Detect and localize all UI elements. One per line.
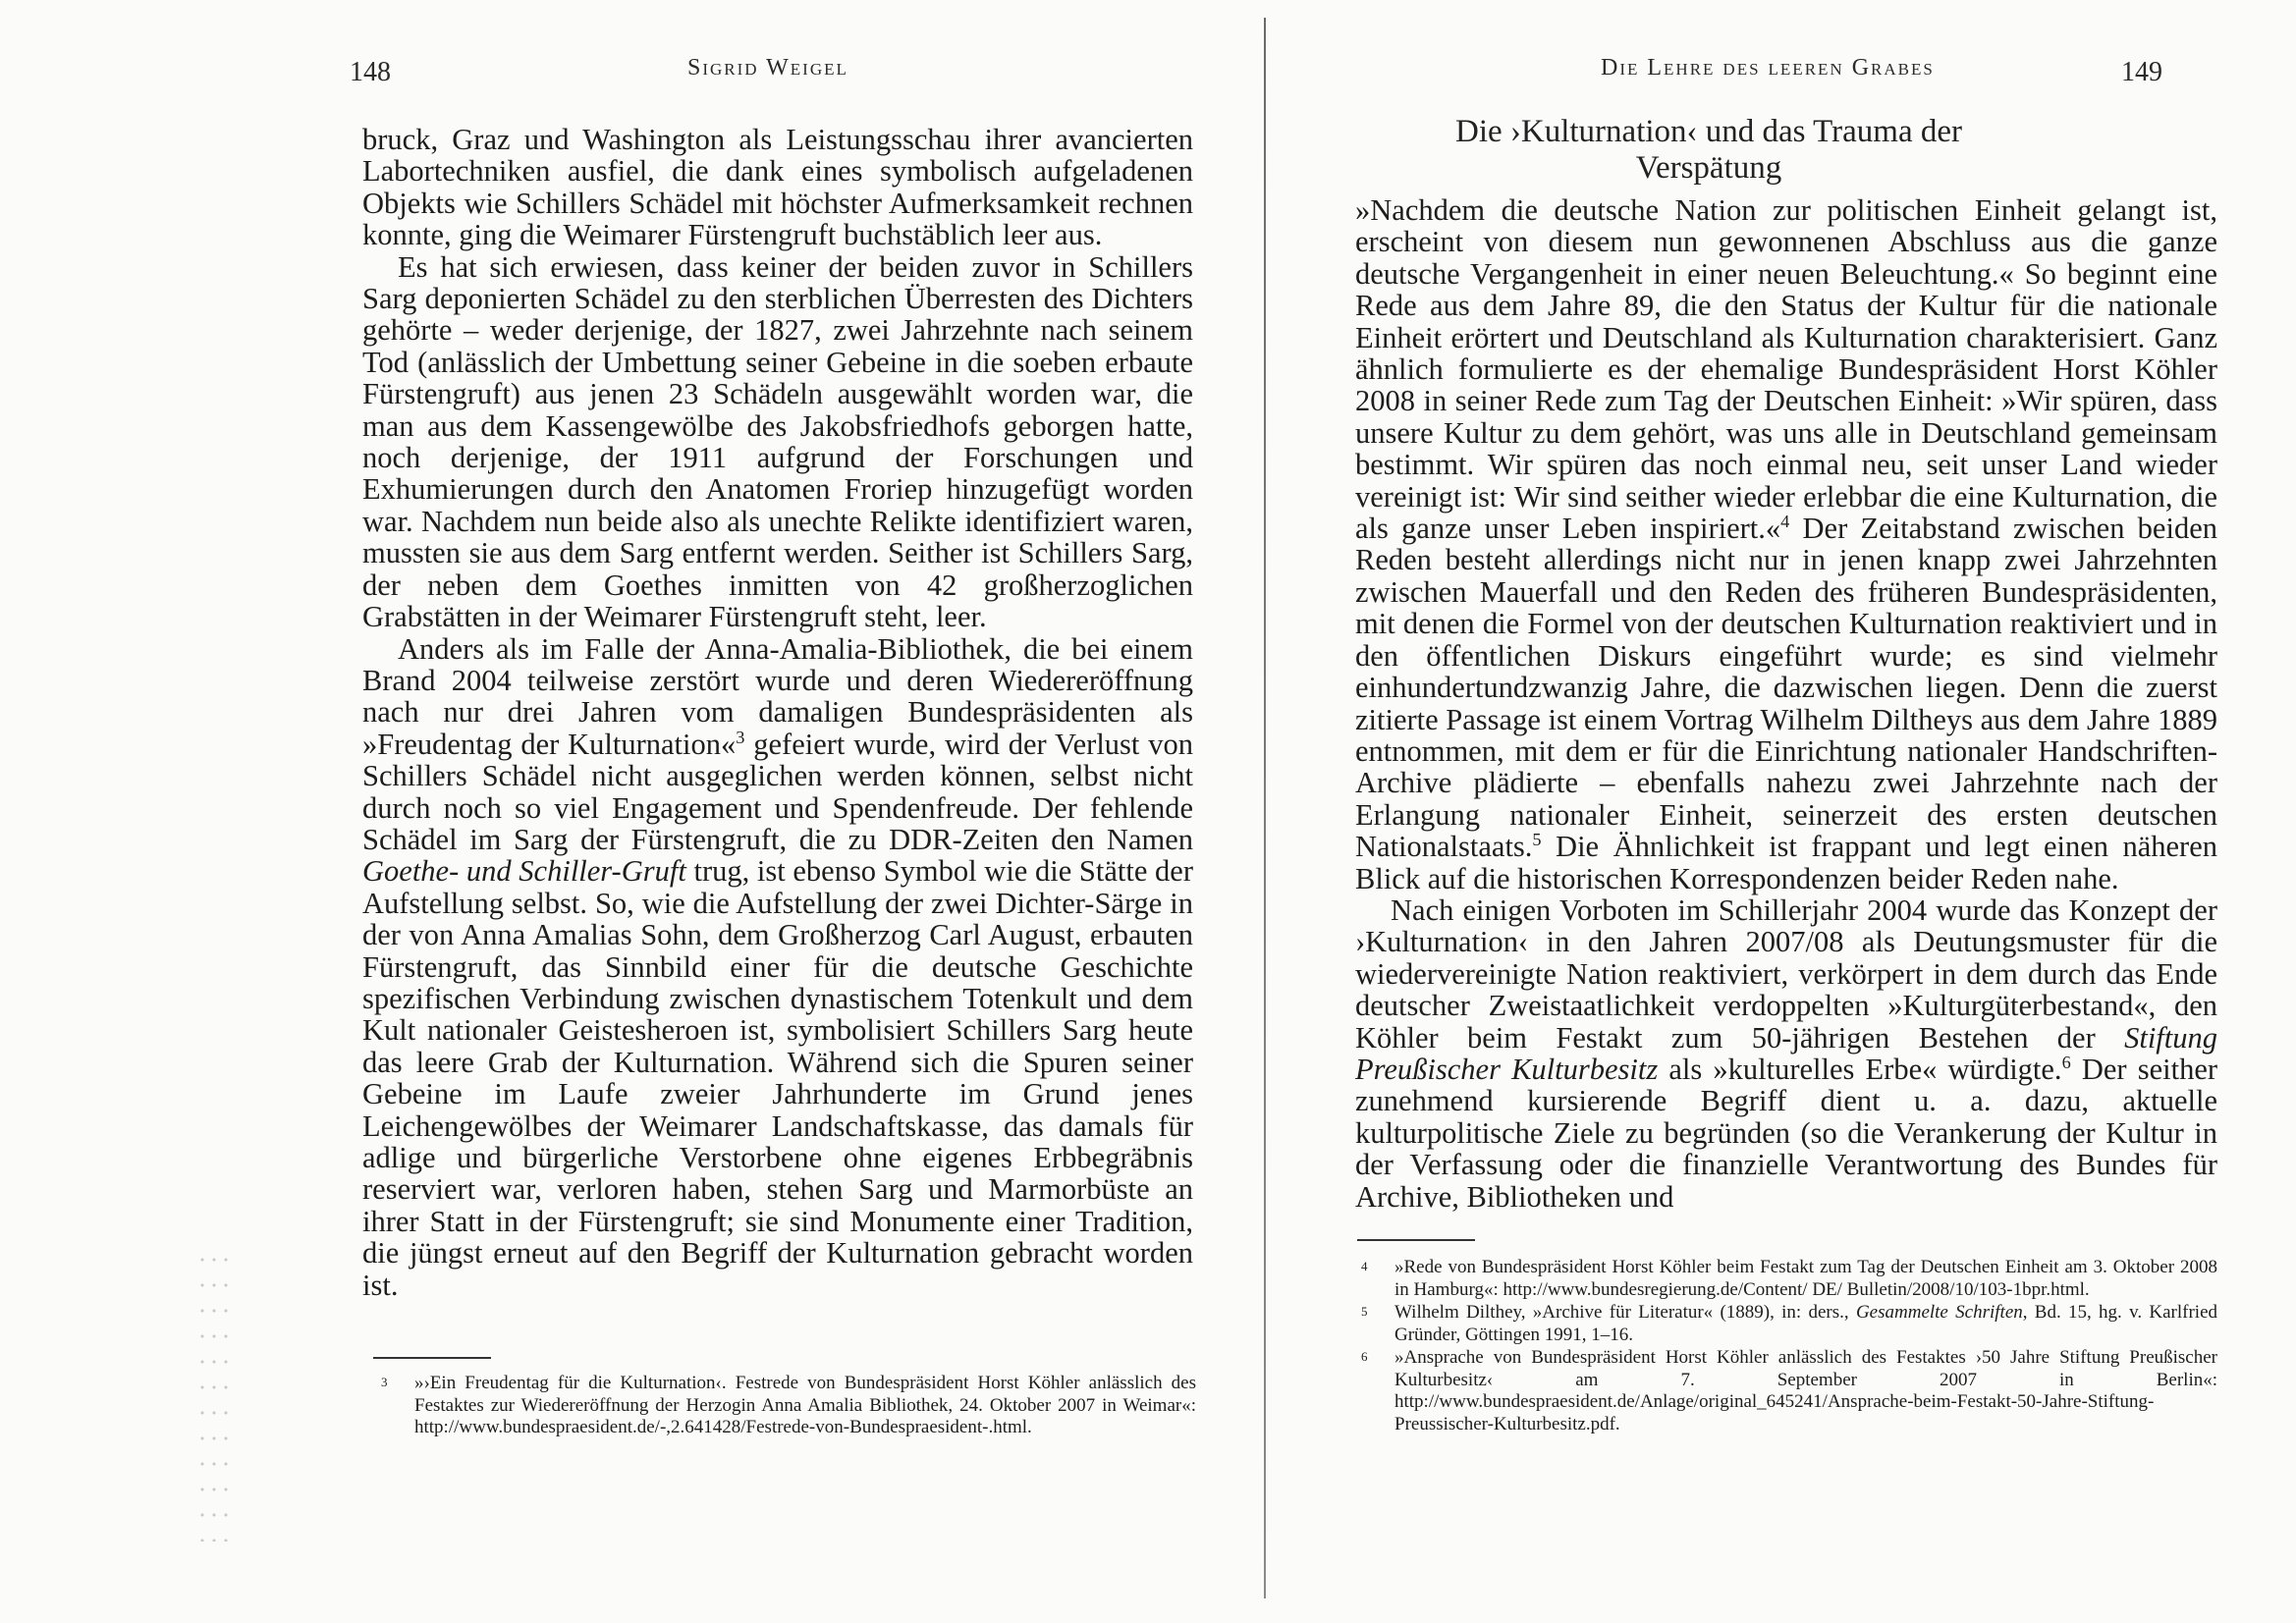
footnote-number: 6 (1361, 1349, 1368, 1364)
footnote-text: »Ansprache von Bundespräsident Horst Köhler anlässlich des Festaktes ›50 Jahre Stiftung Preußischer Kulturbesitz‹ am 7. September 2007 in Berlin«: http://www.bundespraesident.de/Anlage/original_645241/Ansprache-beim-Festakt-50-Jahre-Stiftung-Preussischer-Kulturbesitz.pdf. (1394, 1347, 2217, 1434)
footnote-rule (1357, 1239, 1475, 1241)
page-number: 148 (350, 57, 391, 87)
page-number: 149 (2121, 57, 2162, 87)
book-gutter (1264, 18, 1266, 1598)
scan-specks (196, 1247, 236, 1542)
text-run: Anders als im Falle der Anna-Amalia-Bibliothek, die bei einem Brand 2004 teilweise zerstört wurde und deren Wiedereröffnung nach nur drei Jahren vom damaligen Bundespräsidenten als »Freudentag der Kulturnation« (362, 631, 1193, 761)
text-run: Die Ähnlichkeit ist frappant und legt einen näheren Blick auf die historischen Korrespondenzen beider Reden nahe. (1355, 830, 2217, 895)
footnote (381, 1373, 1196, 1439)
right-page (1267, 0, 2296, 1623)
footnote-text: Wilhelm Dilthey, »Archive für Literatur« (1889), in: ders., (1394, 1302, 1856, 1323)
paragraph: bruck, Graz und Washington als Leistungsschau ihrer avancierten Labortechniken ausfiel, die dank eines symbolisch aufgeladenen Objekts wie Schillers Schädel mit höchster Aufmerksamkeit rechnen konnte, ging die Weimarer Fürstengruft buchstäblich leer aus. (362, 123, 1193, 252)
text-run: »Nachdem die deutsche Nation zur politischen Einheit gelangt ist, erscheint von diesem nun gewonnenen Abschluss aus die ganze deutsche Vergangenheit in einer neuen Beleuchtung.« So beginnt eine Rede aus dem Jahre 89, die den Status der Kultur für die nationale Einheit erörtert und Deutschland als Kulturnation charakterisiert. Ganz ähnlich formulierte es der ehemalige Bundespräsident Horst Köhler 2008 in seiner Rede zum Tag der Deutschen Einheit: »Wir spüren, dass unsere Kultur zu dem gehört, was uns alle in Deutschland gemeinsam bestimmt. Wir spüren das noch einmal neu, seit unser Land wieder vereinigt ist: Wir sind seither wieder erlebbar die eine Kulturnation, die als ganze unser Leben inspiriert.« (1355, 193, 2217, 546)
paragraph (1355, 894, 2217, 1213)
footnote (1361, 1302, 2217, 1346)
text-run: als »kulturelles Erbe« würdigte. (1658, 1052, 2062, 1086)
text-run: trug, ist ebenso Symbol wie die Stätte der Aufstellung selbst. So, wie die Aufstellung der zwei Dichter-Särge in der von Anna Amalias Sohn, dem Großherzog Carl August, erbauten Fürstengruft, das Sinnbild einer für die deutsche Geschichte spezifischen Verbindung zwischen dynastischem Totenkult und dem Kult nationaler Geistesheroen ist, symbolisiert Schillers Sarg heute das leere Grab der Kulturnation. Während sich die Spuren seiner Gebeine im Laufe zweier Jahrhunderte im Grund jenes Leichengewölbes der Weimarer Landschaftskasse, das damals für adlige und bürgerliche Verstorbene ohne eigenes Erbbegräbnis reserviert war, verloren haben, stehen Sarg und Marmorbüste an ihrer Statt in der Fürstengruft; sie sind Monumente einer Tradition, die jüngst erneut auf den Begriff der Kulturnation gebracht worden ist. (362, 854, 1193, 1302)
footnote-number: 4 (1361, 1259, 1368, 1273)
footnote-ref: 4 (1780, 511, 1790, 531)
text-run: Der seither zunehmend kursierende Begriff dient u. a. dazu, aktuelle kulturpolitische Ziele zu begründen (so die Verankerung der Kultur in der Verfassung oder die finanzielle Verantwortung des Bundes für Archive, Bibliotheken und (1355, 1052, 2218, 1214)
footnote (1361, 1347, 2217, 1435)
footnote-ref: 5 (1532, 829, 1542, 849)
text-run: Der Zeitabstand zwischen beiden Reden besteht allerdings nicht nur in jenen knapp zwei Jahrzehnten zwischen Mauerfall und den Reden des früheren Bundespräsidenten, mit denen die Formel von der deutschen Kulturnation reaktiviert und in den öffentlichen Diskurs eingeführt wurde; es sind vielmehr einhundertundzwanzig Jahre, die dazwischen liegen. Denn die zuerst zitierte Passage ist einem Vortrag Wilhelm Diltheys aus dem Jahre 1889 entnommen, mit dem er für die Einrichtung nationaler Handschriften-Archive plädierte – ebenfalls nahezu zwei Jahrzehnte nach der Erlangung nationaler Einheit, seinerzeit des ersten deutschen Nationalstaats. (1355, 512, 2218, 864)
italic-title: Goethe- und Schiller-Gruft (362, 854, 686, 889)
section-title: Die ›Kulturnation‹ und das Trauma der Verspätung (1455, 114, 1962, 186)
paragraph (362, 633, 1193, 1302)
footnote-ref: 6 (2061, 1052, 2071, 1072)
left-body-text (362, 124, 1193, 1301)
text-run: gefeiert wurde, wird der Verlust von Schillers Schädel nicht ausgeglichen werden können, selbst nicht durch noch so viel Engagement und Spendenfreude. Der fehlende Schädel im Sarg der Fürstengruft, die zu DDR-Zeiten den Namen (362, 727, 1193, 856)
running-head-title: Die Lehre des leeren Grabes (1601, 55, 1935, 81)
footnote-number: 3 (381, 1375, 388, 1389)
footnote-rule (373, 1357, 491, 1359)
footnote-ref: 3 (736, 727, 745, 747)
italic-title: Gesammelte Schriften (1855, 1302, 2023, 1323)
footnote-text: »Rede von Bundespräsident Horst Köhler beim Festakt zum Tag der Deutschen Einheit am 3. Oktober 2008 in Hamburg«: http://www.bundesregierung.de/Content/ DE/ Bulletin/2008/10/103-1bpr.html. (1394, 1257, 2217, 1300)
footnote-text: , Bd. 15, hg. v. Karlfried Gründer, Göttingen 1991, 1–16. (1394, 1302, 2218, 1345)
footnote-number: 5 (1361, 1304, 1368, 1319)
footnote (1361, 1257, 2217, 1301)
paragraph (1355, 194, 2217, 894)
italic-title: Stiftung Preußischer Kulturbesitz (1355, 1020, 2217, 1086)
right-body-text (1355, 194, 2217, 1213)
running-head-author: Sigrid Weigel (687, 55, 848, 81)
footnote-text: »›Ein Freudentag für die Kulturnation‹. Festrede von Bundespräsident Horst Köhler anlässlich des Festaktes zur Wiedereröffnung der Herzogin Anna Amalia Bibliothek, 24. Oktober 2007 in Weimar«: http://www.bundespraesident.de/-,2.641428/Festrede-von-Bundespraesident-.html. (414, 1373, 1196, 1437)
left-footnotes (381, 1373, 1196, 1440)
text-run: Nach einigen Vorboten im Schillerjahr 2004 wurde das Konzept der ›Kulturnation‹ in den Jahren 2007/08 als Deutungsmuster für die wiedervereinigte Nation reaktiviert, verkörpert in dem durch das Ende deutscher Zweistaatlichkeit verdoppelten »Kulturgüterbestand«, den Köhler beim Festakt zum 50-jährigen Bestehen der (1355, 893, 2217, 1055)
paragraph: Es hat sich erwiesen, dass keiner der beiden zuvor in Schillers Sarg deponierten Schädel zu den sterblichen Überresten des Dichters gehörte – weder derjenige, der 1827, zwei Jahrzehnte nach seinem Tod (anlässlich der Umbettung seiner Gebeine in die soeben erbaute Fürstengruft) aus jenen 23 Schädeln ausgewählt worden war, die man aus dem Kassengewölbe des Jakobsfriedhofs geborgen hatte, noch derjenige, der 1911 aufgrund der Forschungen und Exhumierungen durch den Anatomen Froriep hinzugefügt worden war. Nachdem nun beide also als unechte Relikte identifiziert waren, mussten sie aus dem Sarg entfernt werden. Seither ist Schillers Sarg, der neben dem Goethes inmitten von 42 großherzoglichen Grabstätten in der Weimarer Fürstengruft steht, leer. (362, 249, 1193, 634)
right-footnotes (1361, 1257, 2217, 1436)
